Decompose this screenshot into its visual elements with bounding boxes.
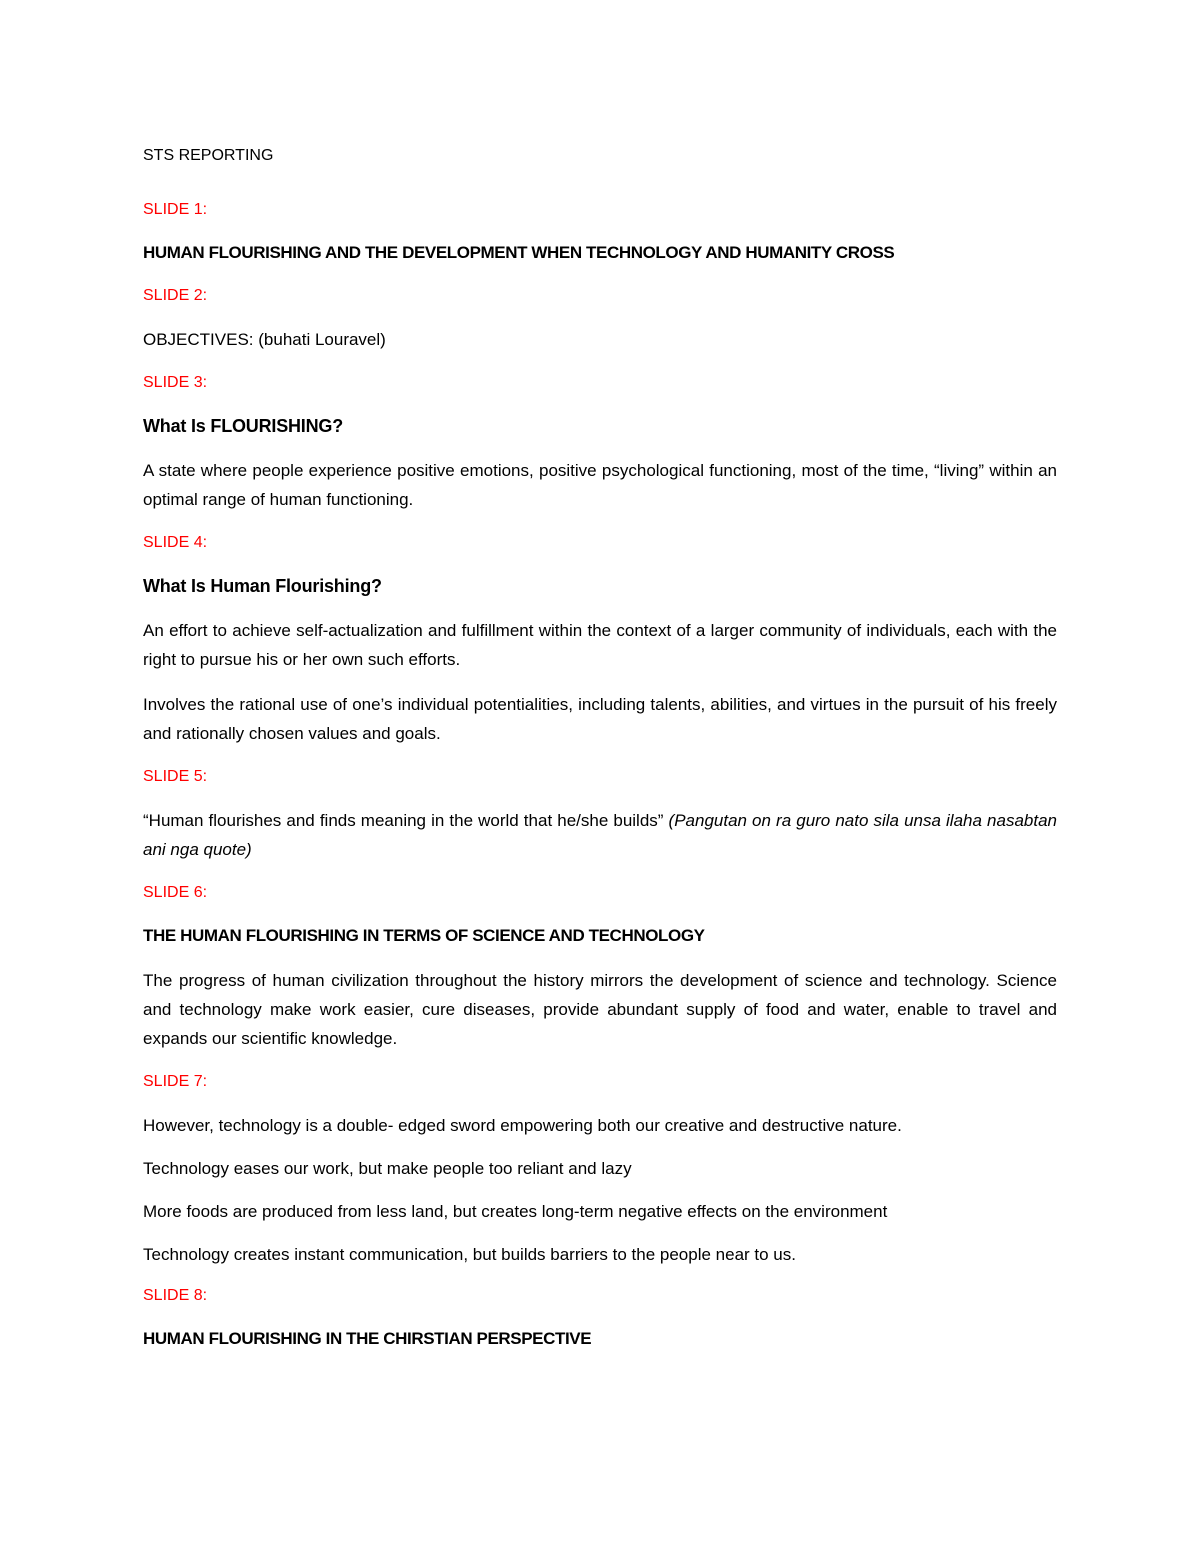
slide-6-label: SLIDE 6: <box>143 884 208 901</box>
slide-3-paragraph: A state where people experience positive emotions, positive psychological functioning, most of the time, “living” within an optimal range of human functioning. <box>143 461 1057 509</box>
slide-5-quote: “Human flourishes and finds meaning in the world that he/she builds” <box>143 811 664 830</box>
slide-1-heading: HUMAN FLOURISHING AND THE DEVELOPMENT WHEN TECHNOLOGY AND HUMANITY CROSS <box>143 243 895 262</box>
slide-5-label: SLIDE 5: <box>143 768 208 785</box>
slide-5-note: (Pangutan on ra guro nato sila unsa ilaha nasabtan ani nga quote) <box>143 811 1057 859</box>
slide-4-heading: What Is Human Flourishing? <box>143 576 382 596</box>
slide-4-paragraph-2: Involves the rational use of one’s individual potentialities, including talents, abilities, and virtues in the pursuit of his freely and rationally chosen values and goals. <box>143 695 1057 743</box>
slide-5-quote-paragraph <box>143 806 1057 864</box>
slide-7-line-3: More foods are produced from less land, but creates long-term negative effects on the environment <box>143 1202 888 1221</box>
slide-7-line-4: Technology creates instant communication, but builds barriers to the people near to us. <box>143 1245 796 1264</box>
document-body <box>143 143 1057 1369</box>
slide-4-paragraph-1: An effort to achieve self-actualization and fulfillment within the context of a larger community of individuals, each with the right to pursue his or her own such efforts. <box>143 621 1057 669</box>
slide-6-paragraph: The progress of human civilization throughout the history mirrors the development of science and technology. Science and technology make work easier, cure diseases, provide abundant supply of food and water, enable to travel and expands our scientific knowledge. <box>143 971 1057 1048</box>
slide-4-label: SLIDE 4: <box>143 534 208 551</box>
slide-6-heading: THE HUMAN FLOURISHING IN TERMS OF SCIENCE AND TECHNOLOGY <box>143 926 705 945</box>
slide-7-line-2: Technology eases our work, but make people too reliant and lazy <box>143 1159 632 1178</box>
slide-7-line-1: However, technology is a double- edged sword empowering both our creative and destructive nature. <box>143 1116 902 1135</box>
document-title: STS REPORTING <box>143 147 274 164</box>
slide-3-heading: What Is FLOURISHING? <box>143 416 343 436</box>
slide-8-label: SLIDE 8: <box>143 1287 208 1304</box>
slide-7-label: SLIDE 7: <box>143 1073 208 1090</box>
slide-8-heading: HUMAN FLOURISHING IN THE CHIRSTIAN PERSPECTIVE <box>143 1329 592 1348</box>
slide-3-label: SLIDE 3: <box>143 374 208 391</box>
slide-2-label: SLIDE 2: <box>143 287 208 304</box>
slide-1-label: SLIDE 1: <box>143 201 208 218</box>
slide-2-objectives: OBJECTIVES: (buhati Louravel) <box>143 330 386 349</box>
